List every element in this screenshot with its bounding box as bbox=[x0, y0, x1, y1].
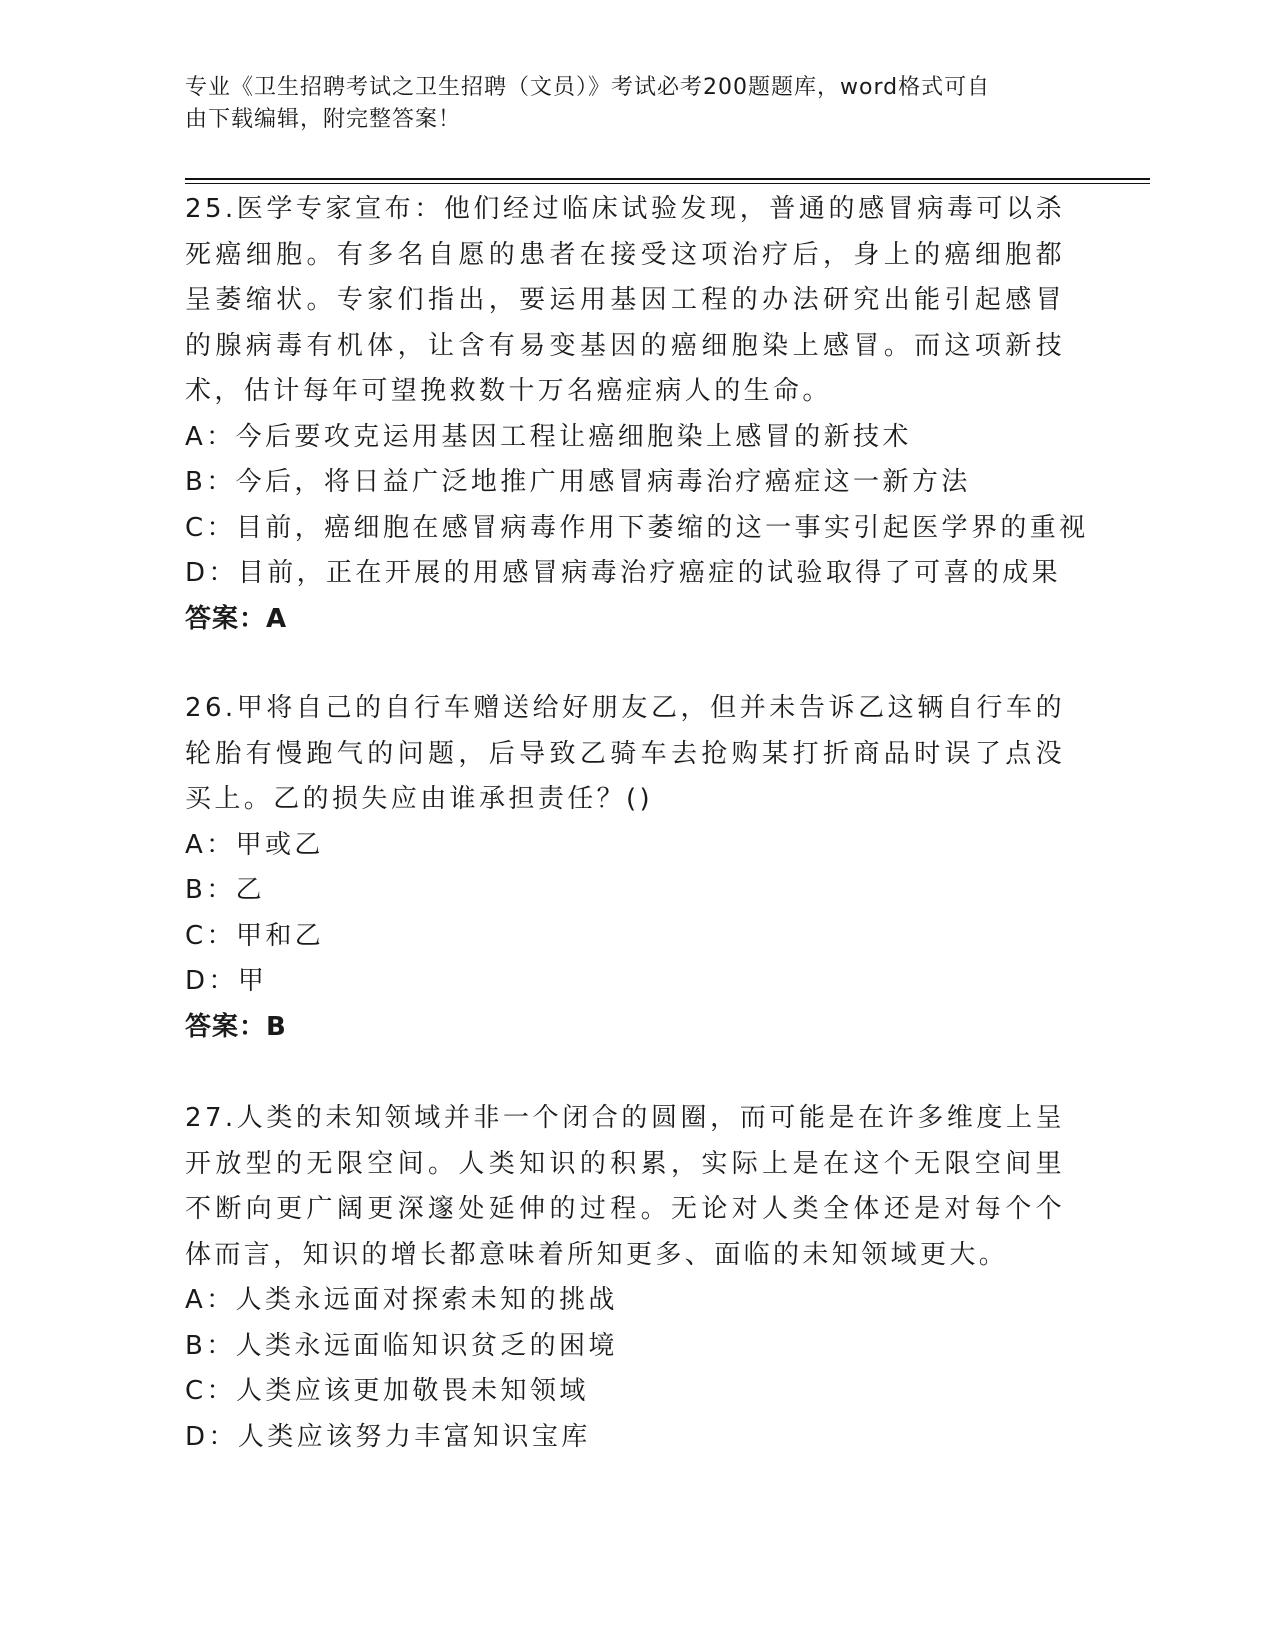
option-d: D：人类应该努力丰富知识宝库 bbox=[185, 1421, 591, 1452]
option-b: B：乙 bbox=[185, 875, 266, 905]
option-b: B：今后，将日益广泛地推广用感冒病毒治疗癌症这一新方法 bbox=[185, 467, 971, 497]
option-b: B：人类永远面临知识贫乏的困境 bbox=[185, 1330, 618, 1361]
option-d: D：甲 bbox=[185, 966, 268, 996]
page-header bbox=[185, 72, 1065, 136]
question-27 bbox=[185, 1096, 1065, 1460]
header-divider-thin bbox=[185, 183, 1150, 184]
question-stem: 25.医学专家宣布：他们经过临床试验发现，普通的感冒病毒可以杀死癌细胞。有多名自愿的患者在接受这项治疗后，身上的癌细胞都呈萎缩状。专家们指出，要运用基因工程的办法研究出能引起感冒的腺病毒有机体，让含有易变基因的癌细胞染上感冒。而这项新技术，估计每年可望挽救数十万名癌症病人的生命。 bbox=[185, 194, 1065, 406]
question-stem: 26.甲将自己的自行车赠送给好朋友乙，但并未告诉乙这辆自行车的轮胎有慢跑气的问题，后导致乙骑车去抢购某打折商品时误了点没买上。乙的损失应由谁承担责任？() bbox=[185, 693, 1065, 814]
option-a: A：甲或乙 bbox=[185, 829, 324, 860]
header-line-2: 由下载编辑，附完整答案！ bbox=[185, 107, 462, 132]
question-25 bbox=[185, 187, 1089, 642]
question-stem: 27.人类的未知领域并非一个闭合的圆圈，而可能是在许多维度上呈开放型的无限空间。人类知识的积累，实际上是在这个无限空间里不断向更广阔更深邃处延伸的过程。无论对人类全体还是对每个个体而言，知识的增长都意味着所知更多、面临的未知领域更大。 bbox=[185, 1103, 1065, 1270]
answer-label: 答案：B bbox=[185, 1011, 287, 1042]
option-c: C：甲和乙 bbox=[185, 920, 325, 951]
header-line-1: 专业《卫生招聘考试之卫生招聘（文员）》考试必考200题题库，word格式可自 bbox=[185, 75, 991, 100]
question-26 bbox=[185, 686, 1065, 1050]
header-divider-thick bbox=[185, 178, 1150, 180]
option-a: A：今后要攻克运用基因工程让癌细胞染上感冒的新技术 bbox=[185, 421, 912, 452]
option-d: D：目前，正在开展的用感冒病毒治疗癌症的试验取得了可喜的成果 bbox=[185, 558, 1062, 588]
option-a: A：人类永远面对探索未知的挑战 bbox=[185, 1285, 618, 1315]
option-c: C：目前，癌细胞在感冒病毒作用下萎缩的这一事实引起医学界的重视 bbox=[185, 512, 1089, 543]
answer-label: 答案：A bbox=[185, 603, 288, 634]
option-c: C：人类应该更加敬畏未知领域 bbox=[185, 1376, 589, 1406]
